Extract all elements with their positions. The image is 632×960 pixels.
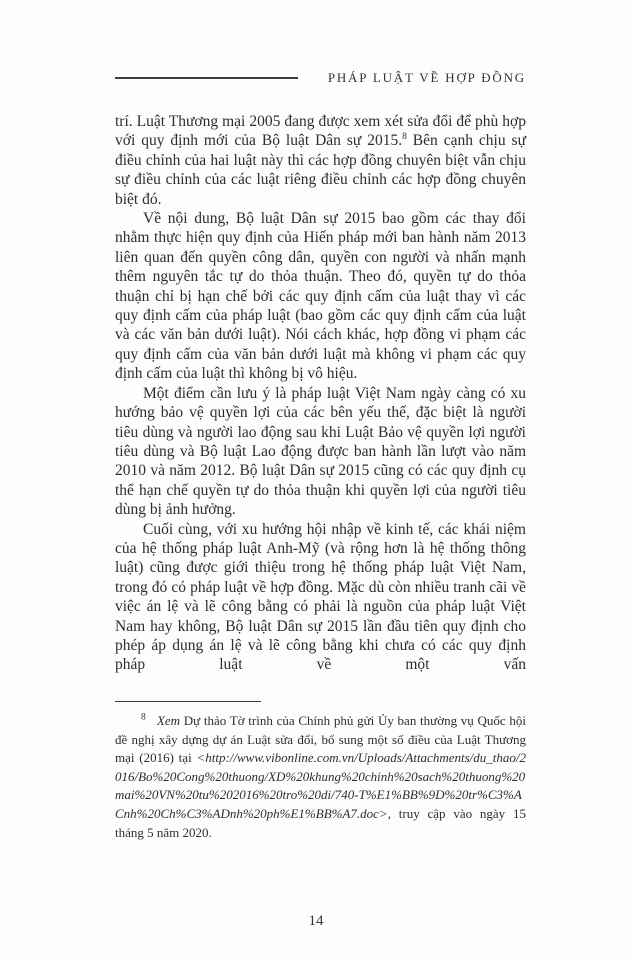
footnote-marker: 8	[402, 132, 407, 143]
body-text	[115, 112, 526, 675]
header-rule	[115, 77, 298, 78]
text-segment	[146, 713, 157, 728]
text-segment: Bên cạnh chịu sự điều chỉnh của hai luật này thì các hợp đồng chuyên biệt vẫn chịu sự điều chỉnh của các luật riêng điều chỉnh các hợp đồng chuyên biệt đó.	[115, 132, 526, 208]
paragraph	[115, 112, 526, 209]
running-head-title: PHÁP LUẬT VỀ HỢP ĐỒNG	[327, 70, 526, 85]
paragraph	[115, 384, 526, 520]
text-segment: Về nội dung, Bộ luật Dân sự 2015 bao gồm các thay đổi nhằm thực hiện quy định của Hiến pháp mới ban hành năm 2013 liên quan đến quyền công dân, quyền con người và nhấn mạnh thêm nguyên tắc tự do thỏa thuận. Theo đó, quyền tự do thỏa thuận chỉ bị hạn chế bởi các quy định cấm của luật thay vì các quy định cấm của pháp luật (bao gồm các quy định cấm của luật và các văn bản dưới luật). Nói cách khác, hợp đồng vi phạm các quy định cấm của văn bản dưới luật mà không vi phạm các quy định cấm của luật thì không bị vô hiệu.	[115, 210, 526, 383]
paragraph	[115, 520, 526, 675]
text-segment: trí. Luật Thương mại 2005 đang được xem xét sửa đổi để phù hợp với quy định mới của Bộ luật Dân sự 2015.	[115, 113, 526, 150]
text-segment: Cuối cùng, với xu hướng hội nhập về kinh tế, các khái niệm của hệ thống pháp luật Anh-Mỹ (và rộng hơn là hệ thống thông luật) cũng được giới thiệu trong hệ thống pháp luật Việt Nam, trong đó có pháp luật về hợp đồng. Mặc dù còn nhiều tranh cãi về việc án lệ và lẽ công bằng có phải là nguồn của pháp luật Việt Nam hay không, Bộ luật Dân sự 2015 lần đầu tiên quy định cho phép áp dụng án lệ và lẽ công bằng khi chưa có các quy định pháp luật về một vấn	[115, 520, 526, 674]
footnote-marker: 8	[141, 712, 146, 723]
text-segment: Dự thảo Tờ trình của Chính phủ gửi Ủy ban thường vụ Quốc hội đề nghị xây dựng dự án Luật sửa đổi, bổ sung một số điều của Luật Thương mại (2016) tại	[115, 712, 527, 766]
page-number: 14	[308, 913, 324, 929]
text-segment: Một điểm cần lưu ý là pháp luật Việt Nam ngày càng có xu hướng bảo vệ quyền lợi của các bên yếu thế, đặc biệt là người tiêu dùng và người lao động sau khi Luật Bảo vệ quyền lợi người tiêu dùng và Bộ luật Lao động được ban hành lần lượt vào năm 2010 và năm 2012. Bộ luật Dân sự 2015 cũng có các quy định cụ thể hạn chế quyền tự do thỏa thuận khi quyền lợi của người tiêu dùng bị ảnh hưởng.	[115, 384, 526, 519]
paragraph	[115, 209, 526, 384]
text-segment: , truy cập vào ngày 15 tháng 5 năm 2020.	[115, 805, 526, 840]
text-segment: <http://www.vibonline.com.vn/Uploads/Attachments/du_thao/2016/Bo%20Cong%20thuong/XD%20khung%20chinh%20sach%20thuong%20mai%20VN%20tu%202016%20tro%20di/740-T%E1%BB%9D%20tr%C3%ACnh%20Ch%C3%ADnh%20ph%E1%BB%A7.doc>	[115, 750, 526, 821]
footnote-text	[115, 712, 526, 842]
text-segment: Xem	[156, 712, 181, 728]
page-header	[115, 70, 526, 86]
footnote-separator	[115, 701, 261, 702]
